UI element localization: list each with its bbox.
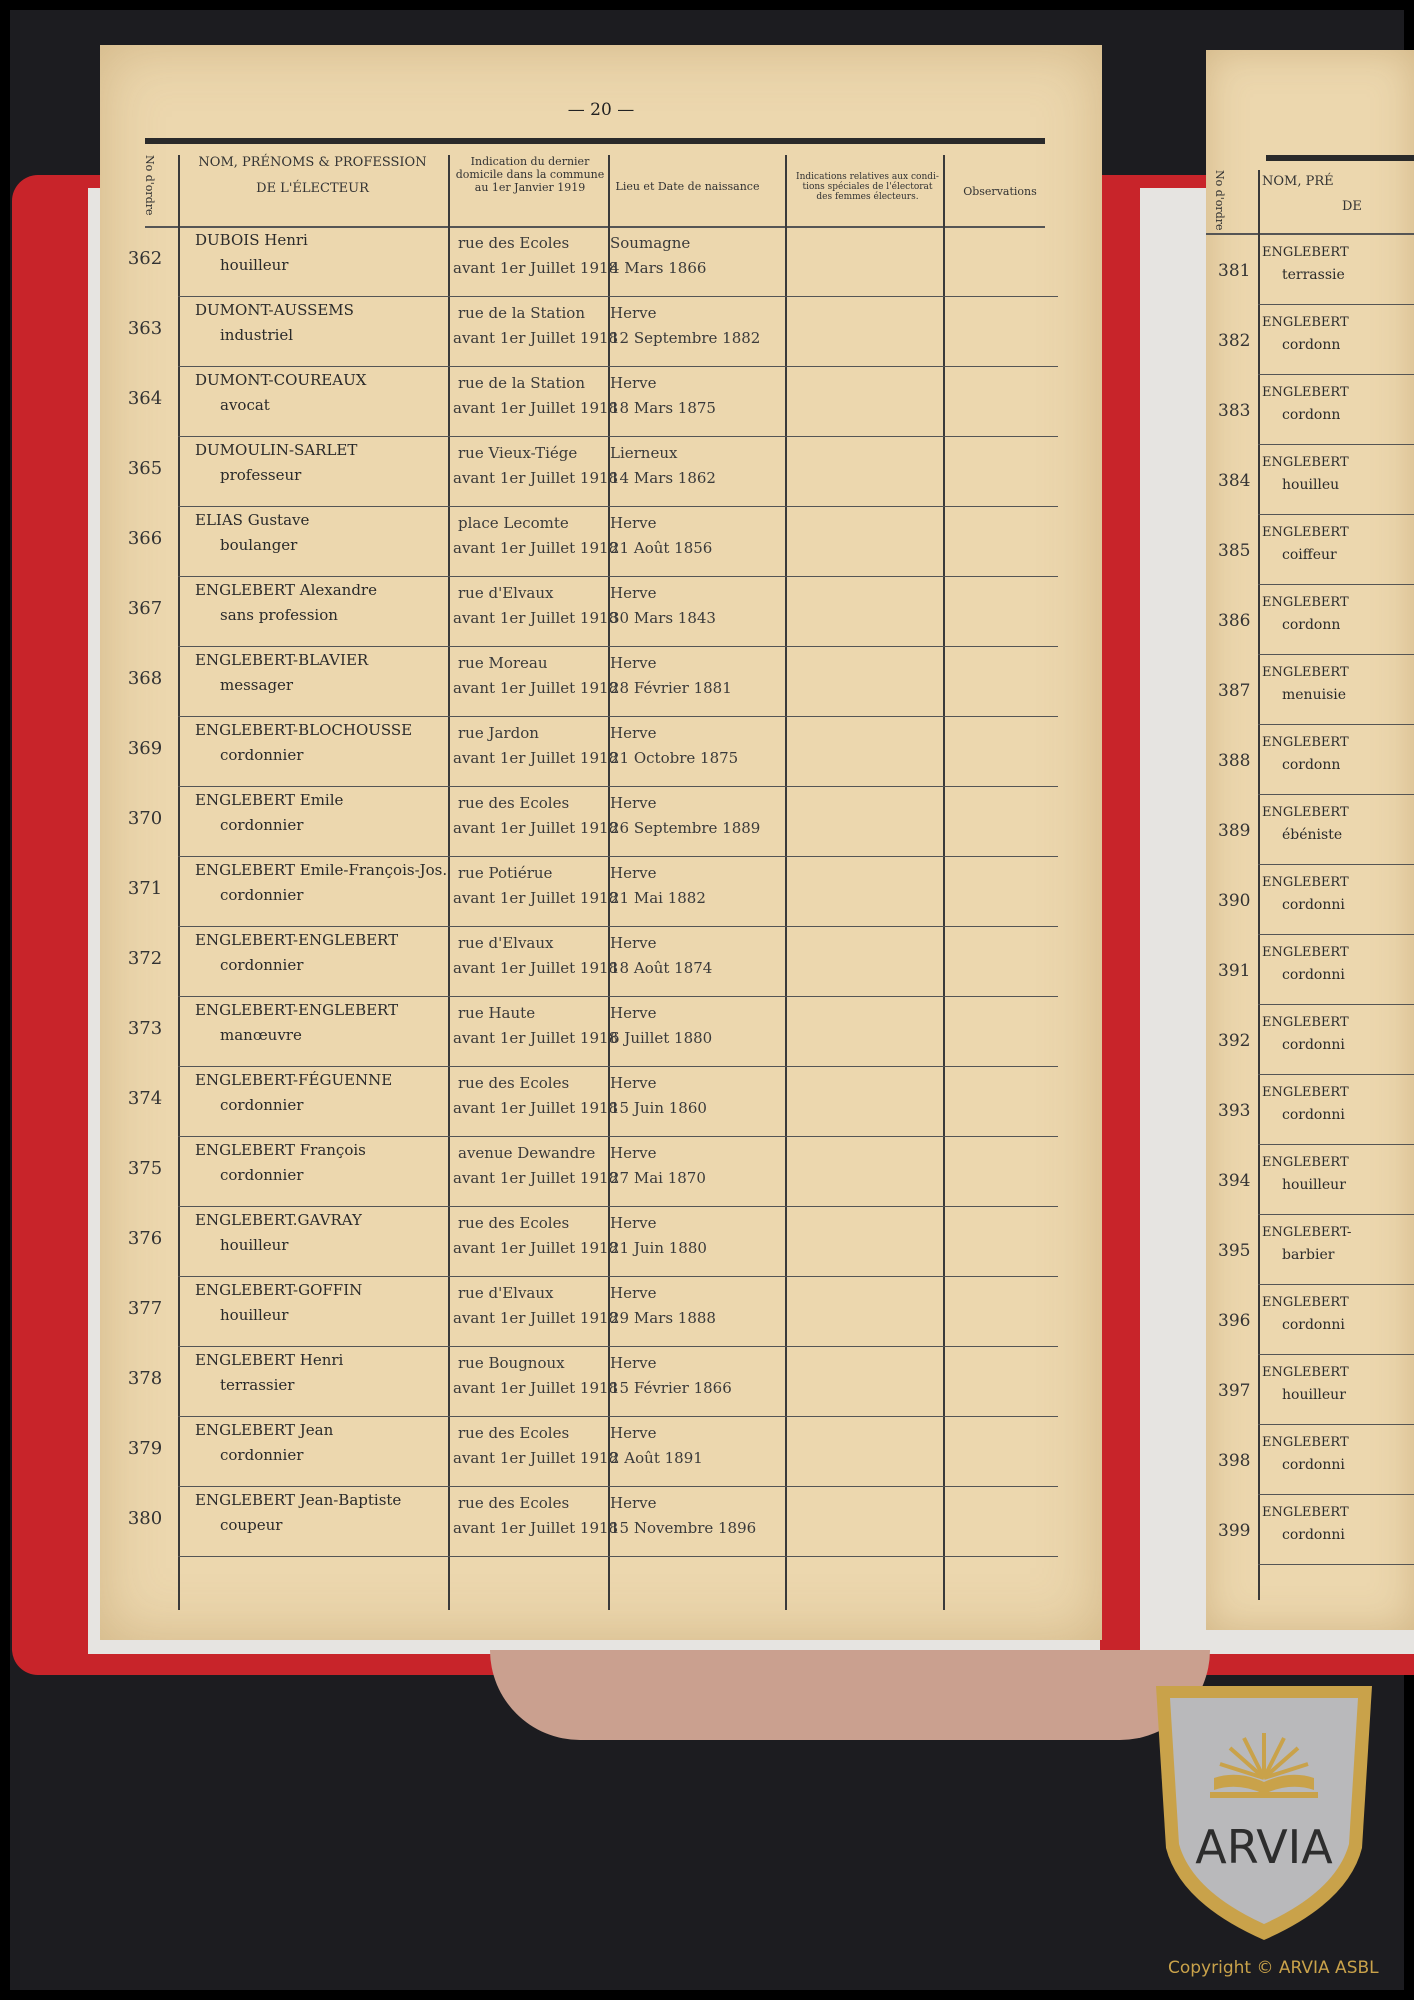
- header-domicile: Indication du dernier domicile dans la commune au 1er Janvier 1919: [455, 155, 605, 194]
- hand: [490, 1650, 1210, 1740]
- voter-profession: avocat: [220, 396, 270, 414]
- row-separator: [178, 1346, 1058, 1347]
- domicile-date: avant 1er Juillet 1918: [453, 1239, 619, 1257]
- right-page: [1206, 50, 1414, 1630]
- table-row: [1206, 1006, 1414, 1076]
- header-name: NOM, PRÉNOMS & PROFESSION DE L'ÉLECTEUR: [198, 155, 427, 196]
- table-row: [1206, 236, 1414, 306]
- order-number: 372: [127, 948, 163, 969]
- voter-name: ENGLEBERT: [1262, 1295, 1349, 1310]
- domicile-street: rue des Ecoles: [458, 234, 570, 252]
- voter-profession: cordonnier: [220, 816, 304, 834]
- birth-place: Herve: [610, 374, 657, 392]
- voter-name: ENGLEBERT.GAVRAY: [195, 1211, 362, 1229]
- birth-date: 30 Mars 1843: [610, 609, 716, 627]
- voter-profession: cordonn: [1282, 407, 1341, 423]
- row-separator: [1258, 654, 1414, 655]
- voter-name: ENGLEBERT: [1262, 525, 1349, 540]
- table-row: [1206, 1496, 1414, 1566]
- domicile-date: avant 1er Juillet 1918: [453, 1519, 619, 1537]
- domicile-street: rue d'Elvaux: [458, 584, 554, 602]
- birth-place: Soumagne: [610, 234, 691, 252]
- voter-profession: cordonni: [1282, 897, 1345, 913]
- table-row: [100, 718, 1102, 788]
- birth-date: 18 Août 1874: [610, 959, 713, 977]
- birth-place: Herve: [610, 794, 657, 812]
- table-row: [1206, 656, 1414, 726]
- birth-date: 21 Août 1856: [610, 539, 713, 557]
- voter-name: ENGLEBERT: [1262, 945, 1349, 960]
- table-row: [100, 368, 1102, 438]
- birth-date: 4 Mars 1866: [610, 259, 707, 277]
- voter-name: ENGLEBERT: [1262, 1505, 1349, 1520]
- table-row: [100, 998, 1102, 1068]
- voter-profession: terrassier: [220, 1376, 295, 1394]
- table-row: [1206, 516, 1414, 586]
- table-row: [100, 508, 1102, 578]
- domicile-date: avant 1er Juillet 1918: [453, 1379, 619, 1397]
- row-separator: [178, 1276, 1058, 1277]
- order-number: 367: [127, 598, 163, 619]
- voter-name: ENGLEBERT: [1262, 595, 1349, 610]
- birth-place: Herve: [610, 584, 657, 602]
- order-number: 364: [127, 388, 163, 409]
- table-row: [1206, 306, 1414, 376]
- voter-profession: houilleur: [220, 1236, 289, 1254]
- row-separator: [178, 1136, 1058, 1137]
- voter-profession: menuisie: [1282, 687, 1347, 703]
- row-separator: [1258, 444, 1414, 445]
- voter-name: ENGLEBERT Jean-Baptiste: [195, 1491, 402, 1509]
- order-number: 373: [127, 1018, 163, 1039]
- voter-name: ENGLEBERT: [1262, 315, 1349, 330]
- voter-profession: houilleur: [1282, 1177, 1346, 1193]
- voter-profession: cordonnier: [220, 746, 304, 764]
- order-number: 380: [127, 1508, 163, 1529]
- voter-profession: houilleur: [1282, 1387, 1346, 1403]
- table-row: [1206, 1286, 1414, 1356]
- voter-name: ENGLEBERT Jean: [195, 1421, 334, 1439]
- birth-date: 15 Février 1866: [610, 1379, 732, 1397]
- voter-name: ENGLEBERT Emile-François-Jos.: [195, 861, 448, 879]
- row-separator: [178, 366, 1058, 367]
- row-separator: [178, 1206, 1058, 1207]
- voter-name: ENGLEBERT: [1262, 1155, 1349, 1170]
- birth-place: Herve: [610, 864, 657, 882]
- order-number: 385: [1218, 541, 1251, 561]
- order-number: 395: [1218, 1241, 1251, 1261]
- order-number: 374: [127, 1088, 163, 1109]
- voter-name: ENGLEBERT-BLAVIER: [195, 651, 369, 669]
- voter-name: ENGLEBERT-GOFFIN: [195, 1281, 363, 1299]
- domicile-date: avant 1er Juillet 1918: [453, 959, 619, 977]
- voter-profession: cordonnier: [220, 886, 304, 904]
- header-women: Indications relatives aux condi- tions spéciales de l'électorat des femmes électeurs.: [796, 172, 939, 202]
- domicile-street: place Lecomte: [458, 514, 569, 532]
- row-separator: [178, 576, 1058, 577]
- voter-profession: manœuvre: [220, 1026, 302, 1044]
- order-number: 388: [1218, 751, 1251, 771]
- birth-date: 15 Juin 1860: [610, 1099, 707, 1117]
- voter-name: ELIAS Gustave: [195, 511, 310, 529]
- row-separator: [178, 856, 1058, 857]
- domicile-date: avant 1er Juillet 1918: [453, 679, 619, 697]
- row-separator: [1258, 1354, 1414, 1355]
- header-birth: Lieu et Date de naissance: [615, 180, 760, 193]
- voter-profession: terrassie: [1282, 267, 1345, 283]
- voter-profession: cordonni: [1282, 1317, 1345, 1333]
- birth-place: Herve: [610, 1004, 657, 1022]
- birth-place: Herve: [610, 724, 657, 742]
- birth-date: 15 Novembre 1896: [610, 1519, 757, 1537]
- row-separator: [178, 786, 1058, 787]
- table-row: [100, 1348, 1102, 1418]
- row-separator: [1258, 1564, 1414, 1565]
- domicile-street: rue Potiérue: [458, 864, 553, 882]
- domicile-street: rue Bougnoux: [458, 1354, 565, 1372]
- order-number: 387: [1218, 681, 1251, 701]
- row-separator: [1258, 864, 1414, 865]
- voter-profession: cordonn: [1282, 757, 1341, 773]
- voter-profession: cordonn: [1282, 337, 1341, 353]
- row-separator: [1258, 1074, 1414, 1075]
- birth-place: Herve: [610, 1284, 657, 1302]
- table-row: [100, 1138, 1102, 1208]
- order-number: 369: [127, 738, 163, 759]
- row-separator: [178, 296, 1058, 297]
- birth-date: 27 Mai 1870: [610, 1169, 706, 1187]
- domicile-date: avant 1er Juillet 1918: [453, 1099, 619, 1117]
- domicile-street: rue Haute: [458, 1004, 536, 1022]
- birth-date: 26 Septembre 1889: [610, 819, 761, 837]
- voter-profession: ébéniste: [1282, 827, 1343, 843]
- table-row: [1206, 1076, 1414, 1146]
- voter-name: ENGLEBERT-ENGLEBERT: [195, 1001, 399, 1019]
- row-separator: [1258, 1284, 1414, 1285]
- row-separator: [1258, 934, 1414, 935]
- right-header-name: NOM, PRÉ DE: [1262, 174, 1362, 214]
- page-number: — 20 —: [567, 100, 635, 120]
- domicile-street: rue des Ecoles: [458, 794, 570, 812]
- order-number: 398: [1218, 1451, 1251, 1471]
- row-separator: [178, 436, 1058, 437]
- voter-name: ENGLEBERT-: [1262, 1225, 1352, 1240]
- order-number: 383: [1218, 401, 1251, 421]
- right-header-bottom-line: [1206, 233, 1414, 235]
- voter-profession: cordonni: [1282, 1037, 1345, 1053]
- domicile-date: avant 1er Juillet 1918: [453, 399, 619, 417]
- voter-name: ENGLEBERT Henri: [195, 1351, 344, 1369]
- logo-text: ARVIA: [1195, 1820, 1333, 1874]
- table-row: [1206, 796, 1414, 866]
- order-number: 386: [1218, 611, 1251, 631]
- table-row: [1206, 866, 1414, 936]
- domicile-date: avant 1er Juillet 1918: [453, 819, 619, 837]
- table-row: [100, 298, 1102, 368]
- left-page: [100, 45, 1102, 1640]
- voter-name: ENGLEBERT: [1262, 735, 1349, 750]
- order-number: 376: [127, 1228, 163, 1249]
- row-separator: [178, 506, 1058, 507]
- row-separator: [1258, 1004, 1414, 1005]
- birth-date: 21 Juin 1880: [610, 1239, 707, 1257]
- birth-date: 18 Mars 1875: [610, 399, 716, 417]
- table-row: [1206, 1146, 1414, 1216]
- copyright-notice: Copyright © ARVIA ASBL: [1168, 1958, 1379, 1978]
- order-number: 382: [1218, 331, 1251, 351]
- voter-profession: cordonnier: [220, 1446, 304, 1464]
- table-row: [1206, 376, 1414, 446]
- order-number: 377: [127, 1298, 163, 1319]
- order-number: 399: [1218, 1521, 1251, 1541]
- voter-profession: coiffeur: [1282, 547, 1337, 563]
- domicile-street: rue de la Station: [458, 374, 585, 392]
- birth-date: 21 Octobre 1875: [610, 749, 739, 767]
- voter-name: ENGLEBERT: [1262, 665, 1349, 680]
- voter-name: DUBOIS Henri: [195, 231, 308, 249]
- voter-name: ENGLEBERT-BLOCHOUSSE: [195, 721, 413, 739]
- row-separator: [1258, 584, 1414, 585]
- table-row: [100, 228, 1102, 298]
- voter-profession: barbier: [1282, 1247, 1335, 1263]
- table-row: [100, 1488, 1102, 1558]
- right-header-order: No d'ordre: [1213, 170, 1226, 231]
- order-number: 379: [127, 1438, 163, 1459]
- order-number: 366: [127, 528, 163, 549]
- row-separator: [1258, 1424, 1414, 1425]
- voter-name: ENGLEBERT François: [195, 1141, 366, 1159]
- birth-place: Herve: [610, 654, 657, 672]
- voter-profession: cordonnier: [220, 1096, 304, 1114]
- voter-profession: boulanger: [220, 536, 298, 554]
- domicile-date: avant 1er Juillet 1918: [453, 1029, 619, 1047]
- order-number: 368: [127, 668, 163, 689]
- voter-profession: professeur: [220, 466, 302, 484]
- domicile-date: avant 1er Juillet 1918: [453, 259, 619, 277]
- right-header-rule: [1266, 155, 1414, 161]
- row-separator: [1258, 304, 1414, 305]
- voter-name: ENGLEBERT-ENGLEBERT: [195, 931, 399, 949]
- domicile-street: rue Moreau: [458, 654, 548, 672]
- voter-name: ENGLEBERT: [1262, 455, 1349, 470]
- voter-profession: cordonni: [1282, 967, 1345, 983]
- domicile-street: rue des Ecoles: [458, 1074, 570, 1092]
- birth-place: Herve: [610, 1354, 657, 1372]
- voter-name: ENGLEBERT Alexandre: [195, 581, 377, 599]
- birth-date: 2 Août 1891: [610, 1449, 703, 1467]
- row-separator: [178, 646, 1058, 647]
- table-row: [1206, 586, 1414, 656]
- domicile-date: avant 1er Juillet 1918: [453, 539, 619, 557]
- voter-profession: messager: [220, 676, 294, 694]
- row-separator: [178, 1486, 1058, 1487]
- table-row: [1206, 936, 1414, 1006]
- row-separator: [178, 716, 1058, 717]
- table-row: [100, 788, 1102, 858]
- voter-name: ENGLEBERT: [1262, 1015, 1349, 1030]
- row-separator: [1258, 514, 1414, 515]
- domicile-date: avant 1er Juillet 1918: [453, 1449, 619, 1467]
- order-number: 375: [127, 1158, 163, 1179]
- order-number: 384: [1218, 471, 1251, 491]
- birth-place: Herve: [610, 1144, 657, 1162]
- domicile-street: rue Vieux-Tiége: [458, 444, 578, 462]
- birth-date: 12 Septembre 1882: [610, 329, 761, 347]
- row-separator: [1258, 1144, 1414, 1145]
- row-separator: [178, 1556, 1058, 1557]
- row-separator: [178, 1416, 1058, 1417]
- order-number: 397: [1218, 1381, 1251, 1401]
- domicile-street: rue d'Elvaux: [458, 1284, 554, 1302]
- order-number: 394: [1218, 1171, 1251, 1191]
- domicile-street: rue des Ecoles: [458, 1214, 570, 1232]
- voter-name: ENGLEBERT: [1262, 1435, 1349, 1450]
- domicile-date: avant 1er Juillet 1918: [453, 1169, 619, 1187]
- domicile-street: rue Jardon: [458, 724, 539, 742]
- order-number: 392: [1218, 1031, 1251, 1051]
- voter-profession: sans profession: [220, 606, 338, 624]
- voter-name: ENGLEBERT: [1262, 805, 1349, 820]
- table-row: [100, 578, 1102, 648]
- row-separator: [1258, 724, 1414, 725]
- domicile-street: rue de la Station: [458, 304, 585, 322]
- order-number: 365: [127, 458, 163, 479]
- table-row: [1206, 726, 1414, 796]
- birth-place: Herve: [610, 514, 657, 532]
- birth-date: 14 Mars 1862: [610, 469, 716, 487]
- row-separator: [1258, 374, 1414, 375]
- order-number: 362: [127, 248, 163, 269]
- table-row: [1206, 446, 1414, 516]
- domicile-date: avant 1er Juillet 1918: [453, 749, 619, 767]
- row-separator: [1258, 1494, 1414, 1495]
- voter-name: DUMOULIN-SARLET: [195, 441, 358, 459]
- voter-name: ENGLEBERT: [1262, 875, 1349, 890]
- birth-date: 21 Mai 1882: [610, 889, 706, 907]
- voter-profession: cordonni: [1282, 1457, 1345, 1473]
- header-observations: Observations: [963, 185, 1037, 198]
- voter-profession: houilleu: [1282, 477, 1340, 493]
- order-number: 370: [127, 808, 163, 829]
- voter-profession: cordonni: [1282, 1107, 1345, 1123]
- birth-date: 28 Février 1881: [610, 679, 732, 697]
- domicile-date: avant 1er Juillet 1918: [453, 469, 619, 487]
- table-row: [100, 858, 1102, 928]
- header-order: No d'ordre: [143, 155, 156, 216]
- domicile-date: avant 1er Juillet 1918: [453, 889, 619, 907]
- row-separator: [1258, 1214, 1414, 1215]
- table-row: [100, 1208, 1102, 1278]
- voter-name: DUMONT-AUSSEMS: [195, 301, 354, 319]
- voter-profession: coupeur: [220, 1516, 283, 1534]
- row-separator: [178, 1066, 1058, 1067]
- row-separator: [178, 996, 1058, 997]
- voter-name: ENGLEBERT: [1262, 245, 1349, 260]
- voter-name: ENGLEBERT-FÉGUENNE: [195, 1071, 393, 1089]
- voter-profession: houilleur: [220, 256, 289, 274]
- voter-name: ENGLEBERT Emile: [195, 791, 344, 809]
- voter-profession: cordonni: [1282, 1527, 1345, 1543]
- table-row: [1206, 1356, 1414, 1426]
- order-number: 371: [127, 878, 163, 899]
- order-number: 391: [1218, 961, 1251, 981]
- voter-name: ENGLEBERT: [1262, 1365, 1349, 1380]
- voter-profession: cordonnier: [220, 956, 304, 974]
- birth-place: Herve: [610, 1214, 657, 1232]
- birth-place: Lierneux: [610, 444, 678, 462]
- domicile-date: avant 1er Juillet 1918: [453, 609, 619, 627]
- arvia-logo: [1148, 1678, 1380, 1948]
- order-number: 393: [1218, 1101, 1251, 1121]
- domicile-street: avenue Dewandre: [458, 1144, 596, 1162]
- order-number: 378: [127, 1368, 163, 1389]
- voter-profession: cordonnier: [220, 1166, 304, 1184]
- table-row: [100, 438, 1102, 508]
- voter-profession: industriel: [220, 326, 294, 344]
- domicile-date: avant 1er Juillet 1918: [453, 329, 619, 347]
- birth-place: Herve: [610, 1074, 657, 1092]
- order-number: 363: [127, 318, 163, 339]
- domicile-street: rue des Ecoles: [458, 1494, 570, 1512]
- birth-date: 29 Mars 1888: [610, 1309, 716, 1327]
- table-row: [100, 1418, 1102, 1488]
- order-number: 381: [1218, 261, 1251, 281]
- header-rule: [145, 138, 1045, 144]
- domicile-date: avant 1er Juillet 1918: [453, 1309, 619, 1327]
- birth-place: Herve: [610, 1494, 657, 1512]
- voter-name: ENGLEBERT: [1262, 1085, 1349, 1100]
- table-row: [100, 1278, 1102, 1348]
- row-separator: [1258, 794, 1414, 795]
- order-number: 389: [1218, 821, 1251, 841]
- voter-profession: cordonn: [1282, 617, 1341, 633]
- order-number: 396: [1218, 1311, 1251, 1331]
- birth-place: Herve: [610, 304, 657, 322]
- table-row: [100, 1068, 1102, 1138]
- table-row: [100, 648, 1102, 718]
- order-number: 390: [1218, 891, 1251, 911]
- voter-name: ENGLEBERT: [1262, 385, 1349, 400]
- voter-profession: houilleur: [220, 1306, 289, 1324]
- table-row: [1206, 1216, 1414, 1286]
- row-separator: [178, 926, 1058, 927]
- birth-date: 6 Juillet 1880: [610, 1029, 713, 1047]
- domicile-street: rue d'Elvaux: [458, 934, 554, 952]
- birth-place: Herve: [610, 1424, 657, 1442]
- voter-name: DUMONT-COUREAUX: [195, 371, 367, 389]
- birth-place: Herve: [610, 934, 657, 952]
- table-row: [1206, 1426, 1414, 1496]
- table-row: [100, 928, 1102, 998]
- domicile-street: rue des Ecoles: [458, 1424, 570, 1442]
